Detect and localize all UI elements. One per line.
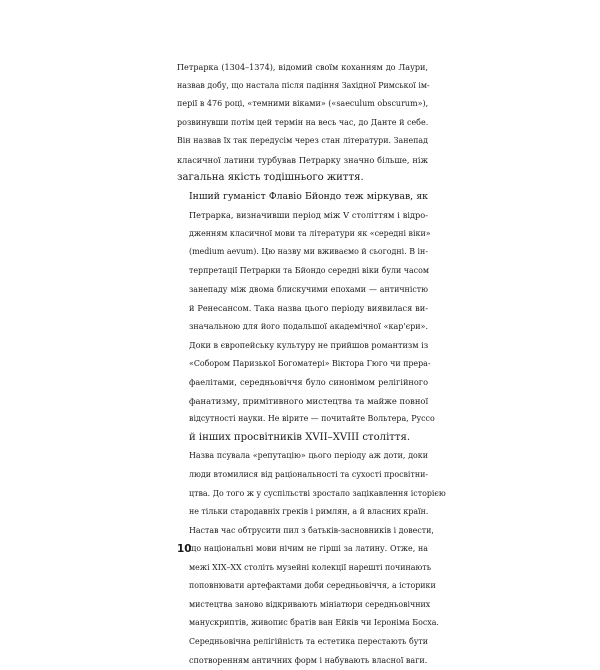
text-line: (medium aevum). Цю назву ми вживаємо й сьогодні. В ін- — [177, 243, 428, 262]
text-line: Доки в європейську культуру не прийшов романтизм із — [177, 336, 428, 355]
text-line: поповнювати артефактами доби середньовіччя, а історики — [177, 577, 428, 596]
text-line: дженням класичної мови та літератури як «середні віки» — [177, 225, 428, 244]
text-line: Петрарка (1304–1374), відомий своїм коханням до Лаури, — [177, 58, 428, 77]
text-line: назвав добу, що настала після падіння Західної Римської ім- — [177, 77, 428, 96]
paragraph-2 — [177, 188, 428, 448]
page-number: 10 — [177, 543, 192, 555]
text-line: терпретації Петрарки та Бйондо середні віки були часом — [177, 262, 428, 281]
text-line: Назва псувала «репутацію» цього періоду аж доти, доки — [177, 447, 428, 466]
text-line: Інший гуманіст Флавіо Бйондо теж міркував, як — [177, 188, 428, 207]
text-line: мистецтва заново відкривають мініатюри середньовічних — [177, 596, 428, 615]
text-line: що національні мови нічим не гірші за латину. Отже, на — [177, 540, 428, 559]
text-line: фанатизму, примітивного мистецтва та майже повної — [177, 392, 428, 411]
text-line: цтва. До того ж у суспільстві зростало зацікавлення історією — [177, 485, 428, 504]
text-line: й інших просвітників XVII–XVIII століття. — [177, 429, 428, 448]
text-line: й Ренесансом. Така назва цього періоду виявилася ви- — [177, 299, 428, 318]
text-line: значальною для його подальшої академічної «кар'єри». — [177, 318, 428, 337]
text-line: розвинувши потім цей термін на весь час, до Данте й себе. — [177, 114, 428, 133]
text-line: «Собором Паризької Богоматері» Віктора Гюго чи прера- — [177, 355, 428, 374]
text-line: занепаду між двома блискучими епохами — античністю — [177, 281, 428, 300]
text-line: перії в 476 році, «темними віками» («saeculum obscurum»), — [177, 95, 428, 114]
text-line: фаелітами, середньовіччя було синонімом релігійного — [177, 373, 428, 392]
text-line: класичної латини турбував Петрарку значно більше, ніж — [177, 151, 428, 170]
paragraph-3 — [177, 447, 428, 670]
text-line: Середньовічна релігійність та естетика перестають бути — [177, 633, 428, 652]
text-line: не тільки стародавніх греків і римлян, а й власних країн. — [177, 503, 428, 522]
text-line: відсутності науки. Не вірите — почитайте Вольтера, Руссо — [177, 410, 428, 429]
text-line: межі XIX–XX століть музейні колекції нарешті починають — [177, 559, 428, 578]
text-line: спотворенням античних форм і набувають власної ваги. — [177, 652, 428, 670]
text-line: люди втомилися від раціональності та сухості просвітни- — [177, 466, 428, 485]
text-line: манускриптів, живопис братів ван Ейків чи Ієроніма Босха. — [177, 614, 428, 633]
body-text — [177, 58, 428, 670]
text-line: загальна якість тодішнього життя. — [177, 169, 428, 188]
text-line: Він назвав їх так передусім через стан літератури. Занепад — [177, 132, 428, 151]
text-line: Петрарка, визначивши період між V століттям і відро- — [177, 206, 428, 225]
text-line: Настав час обтрусити пил з батьків-засновників і довести, — [177, 522, 428, 541]
paragraph-1 — [177, 58, 428, 188]
